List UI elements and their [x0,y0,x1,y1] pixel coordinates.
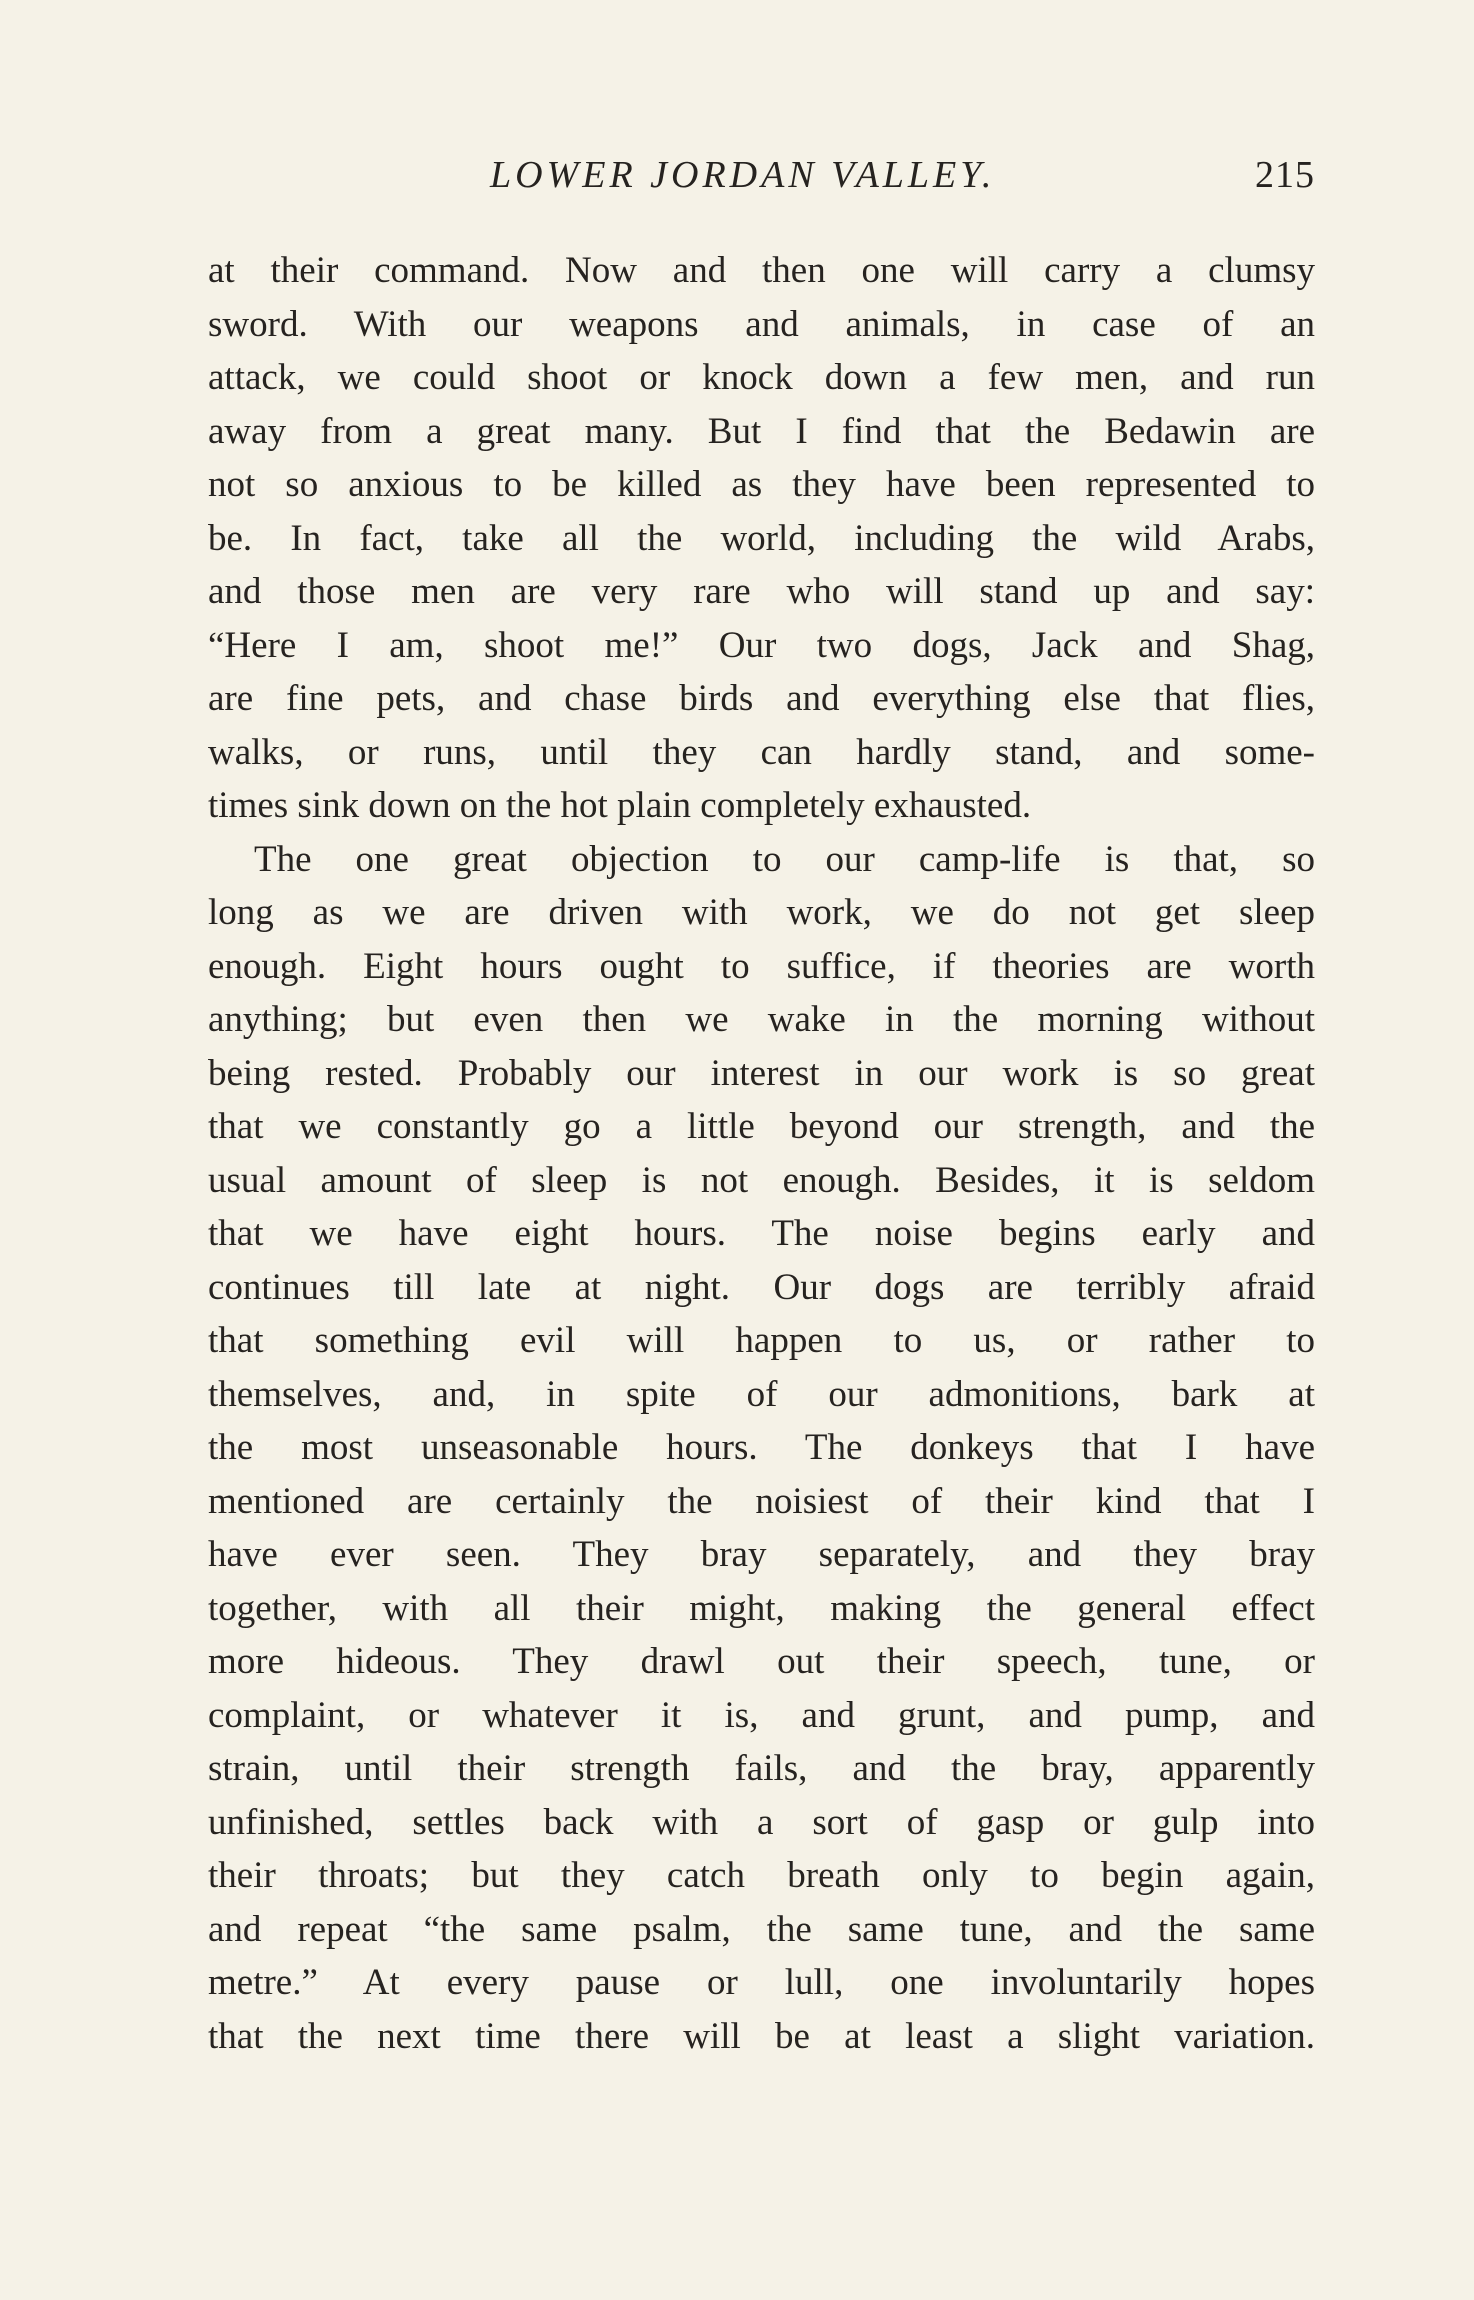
text-line: anything; but even then we wake in the morning without [208,999,1315,1040]
text-line: walks, or runs, until they can hardly stand, and some- [208,731,1315,773]
text-line: continues till late at night. Our dogs are terribly afraid [208,1266,1315,1308]
text-line: complaint, or whatever it is, and grunt, and pump, and [208,1694,1315,1736]
text-line: themselves, and, in spite of our admonitions, bark at [208,1373,1315,1415]
text-line: mentioned are certainly the noisiest of their kind that I [208,1480,1315,1522]
text-line: more hideous. They drawl out their speech, tune, or [208,1641,1315,1682]
text-line: enough. Eight hours ought to suffice, if theories are worth [208,945,1315,987]
text-line: have ever seen. They bray separately, and they bray [208,1534,1315,1575]
text-line: at their command. Now and then one will carry a clumsy [208,250,1315,291]
text-line: are fine pets, and chase birds and everything else that flies, [208,678,1315,719]
text-line: attack, we could shoot or knock down a few men, and run [208,357,1315,398]
text-line: being rested. Probably our interest in our work is so great [208,1052,1315,1094]
text-line: that the next time there will be at least a slight variation. [208,2015,1315,2057]
text-line: that something evil will happen to us, or rather to [208,1320,1315,1361]
text-line: their throats; but they catch breath only to begin again, [208,1855,1315,1896]
running-title: LOWER JORDAN VALLEY. [490,154,996,196]
text-line: times sink down on the hot plain completely exhausted. [208,785,1032,826]
text-line: that we have eight hours. The noise begins early and [208,1213,1315,1254]
text-line: “Here I am, shoot me!” Our two dogs, Jack and Shag, [208,624,1315,666]
body-text [208,244,1315,2063]
text-line: together, with all their might, making the general effect [208,1587,1315,1629]
text-line: away from a great many. But I find that the Bedawin are [208,410,1315,452]
text-line: usual amount of sleep is not enough. Besides, it is seldom [208,1159,1315,1201]
text-line: and those men are very rare who will stand up and say: [208,571,1315,612]
page-number: 215 [1255,154,1315,196]
text-line: and repeat “the same psalm, the same tune, and the same [208,1908,1315,1950]
text-line: not so anxious to be killed as they have been represented to [208,464,1315,505]
paragraph-start-line: The one great objection to our camp-life is that, so [254,838,1315,880]
text-line: sword. With our weapons and animals, in case of an [208,303,1315,345]
text-line: long as we are driven with work, we do not get sleep [208,892,1315,933]
text-line: that we constantly go a little beyond our strength, and the [208,1106,1315,1147]
text-line: strain, until their strength fails, and the bray, apparently [208,1748,1315,1789]
text-line: be. In fact, take all the world, including the wild Arabs, [208,517,1315,559]
text-line: unfinished, settles back with a sort of gasp or gulp into [208,1801,1315,1843]
text-line: metre.” At every pause or lull, one involuntarily hopes [208,1962,1315,2003]
running-head [208,150,1315,200]
text-line: the most unseasonable hours. The donkeys that I have [208,1427,1315,1468]
